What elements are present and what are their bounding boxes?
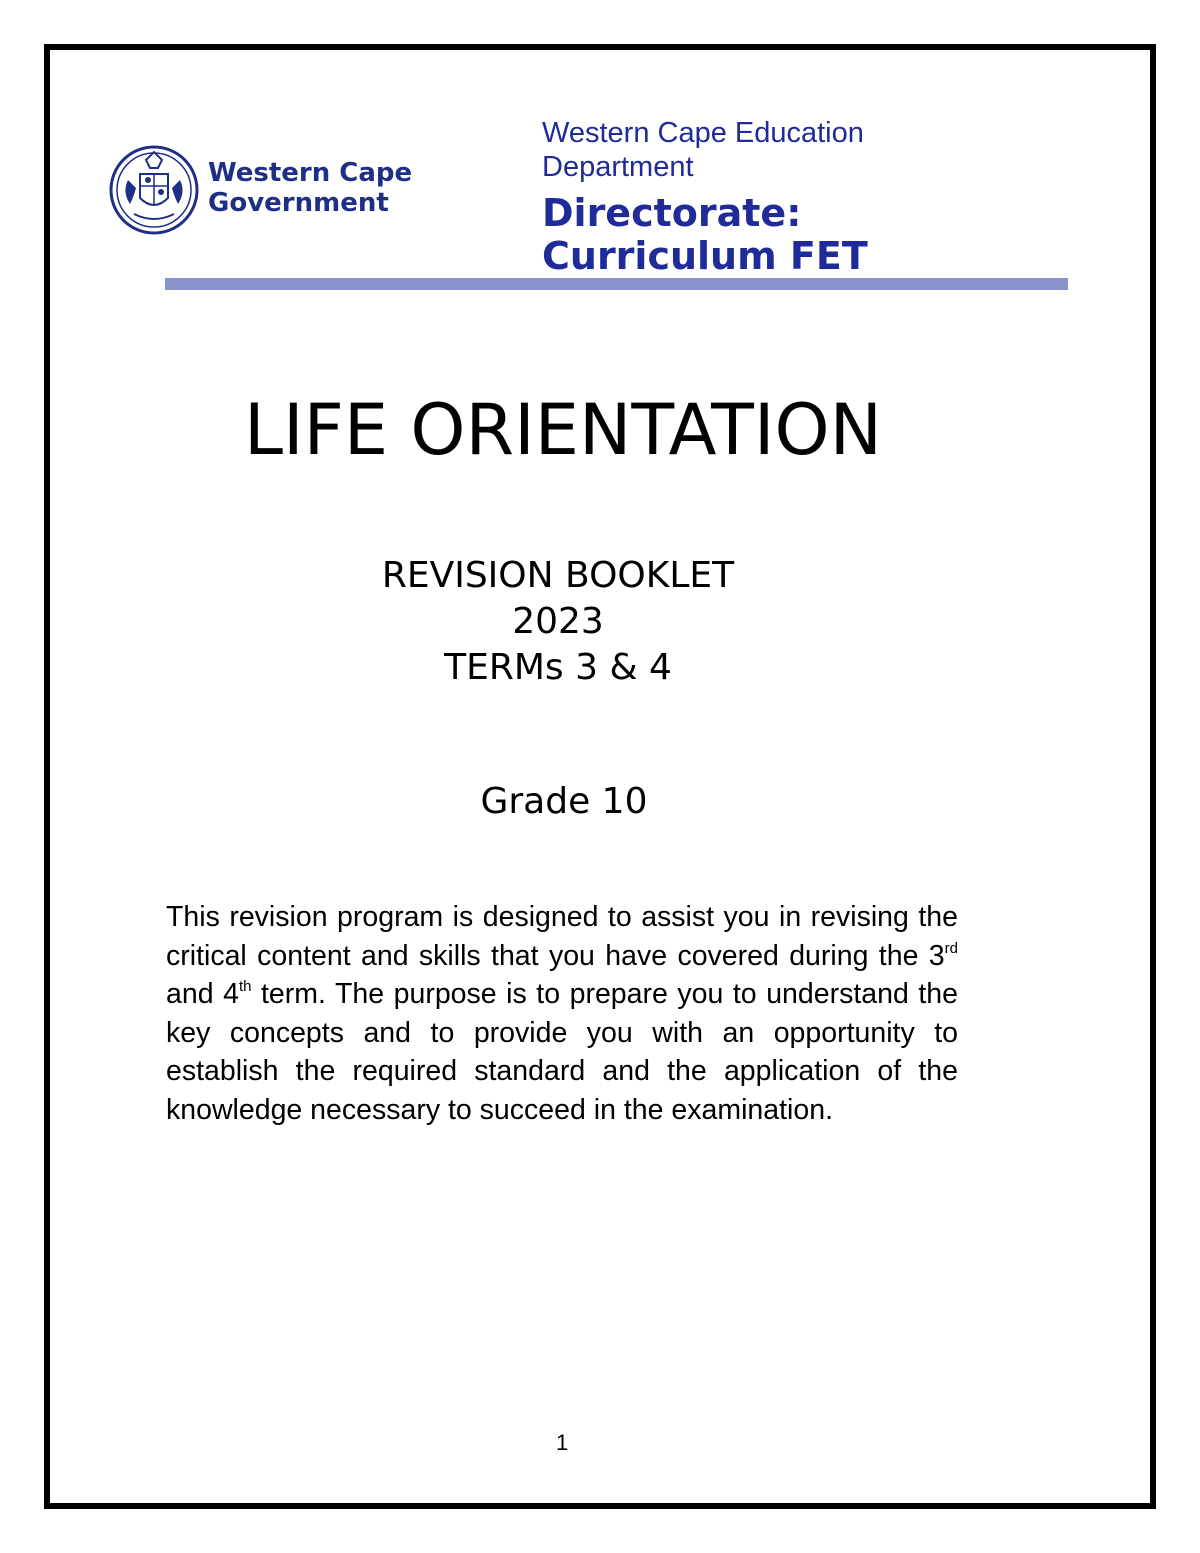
logo-line-1: Western Cape <box>208 158 413 188</box>
coat-of-arms-icon <box>108 140 200 240</box>
subtitle-year: 2023 <box>512 601 604 642</box>
document-title: LIFE ORIENTATION <box>244 389 882 471</box>
logo-line-2: Government <box>208 188 389 218</box>
intro-paragraph <box>166 898 958 1129</box>
page-number: 1 <box>556 1430 569 1455</box>
department-name <box>542 116 864 184</box>
ordinal-suffix-th: th <box>238 978 252 995</box>
header-divider <box>165 278 1068 290</box>
intro-text-3: term. The purpose is to prepare you to understand the key concepts and to provide you with an opportunity to establish the required standard and the application of the knowledge necessary to succeed in the examination. <box>166 978 958 1126</box>
subtitle-terms: TERMs 3 & 4 <box>444 647 672 688</box>
directorate-line-1: Directorate: <box>542 191 802 235</box>
department-line-2: Department <box>542 151 694 183</box>
directorate-line-2: Curriculum FET <box>542 234 868 278</box>
ordinal-suffix-rd: rd <box>944 939 958 957</box>
subtitle-booklet: REVISION BOOKLET <box>381 555 735 596</box>
directorate-heading <box>542 192 868 278</box>
grade-label: Grade 10 <box>480 781 648 822</box>
intro-text-1: This revision program is designed to assist you in revising the critical content and skills that you have covered during the 3 <box>166 901 958 972</box>
intro-text-2: and 4 <box>166 978 239 1010</box>
department-line-1: Western Cape Education <box>542 117 864 149</box>
logo-wordmark <box>208 158 412 218</box>
western-cape-government-logo <box>108 140 428 240</box>
